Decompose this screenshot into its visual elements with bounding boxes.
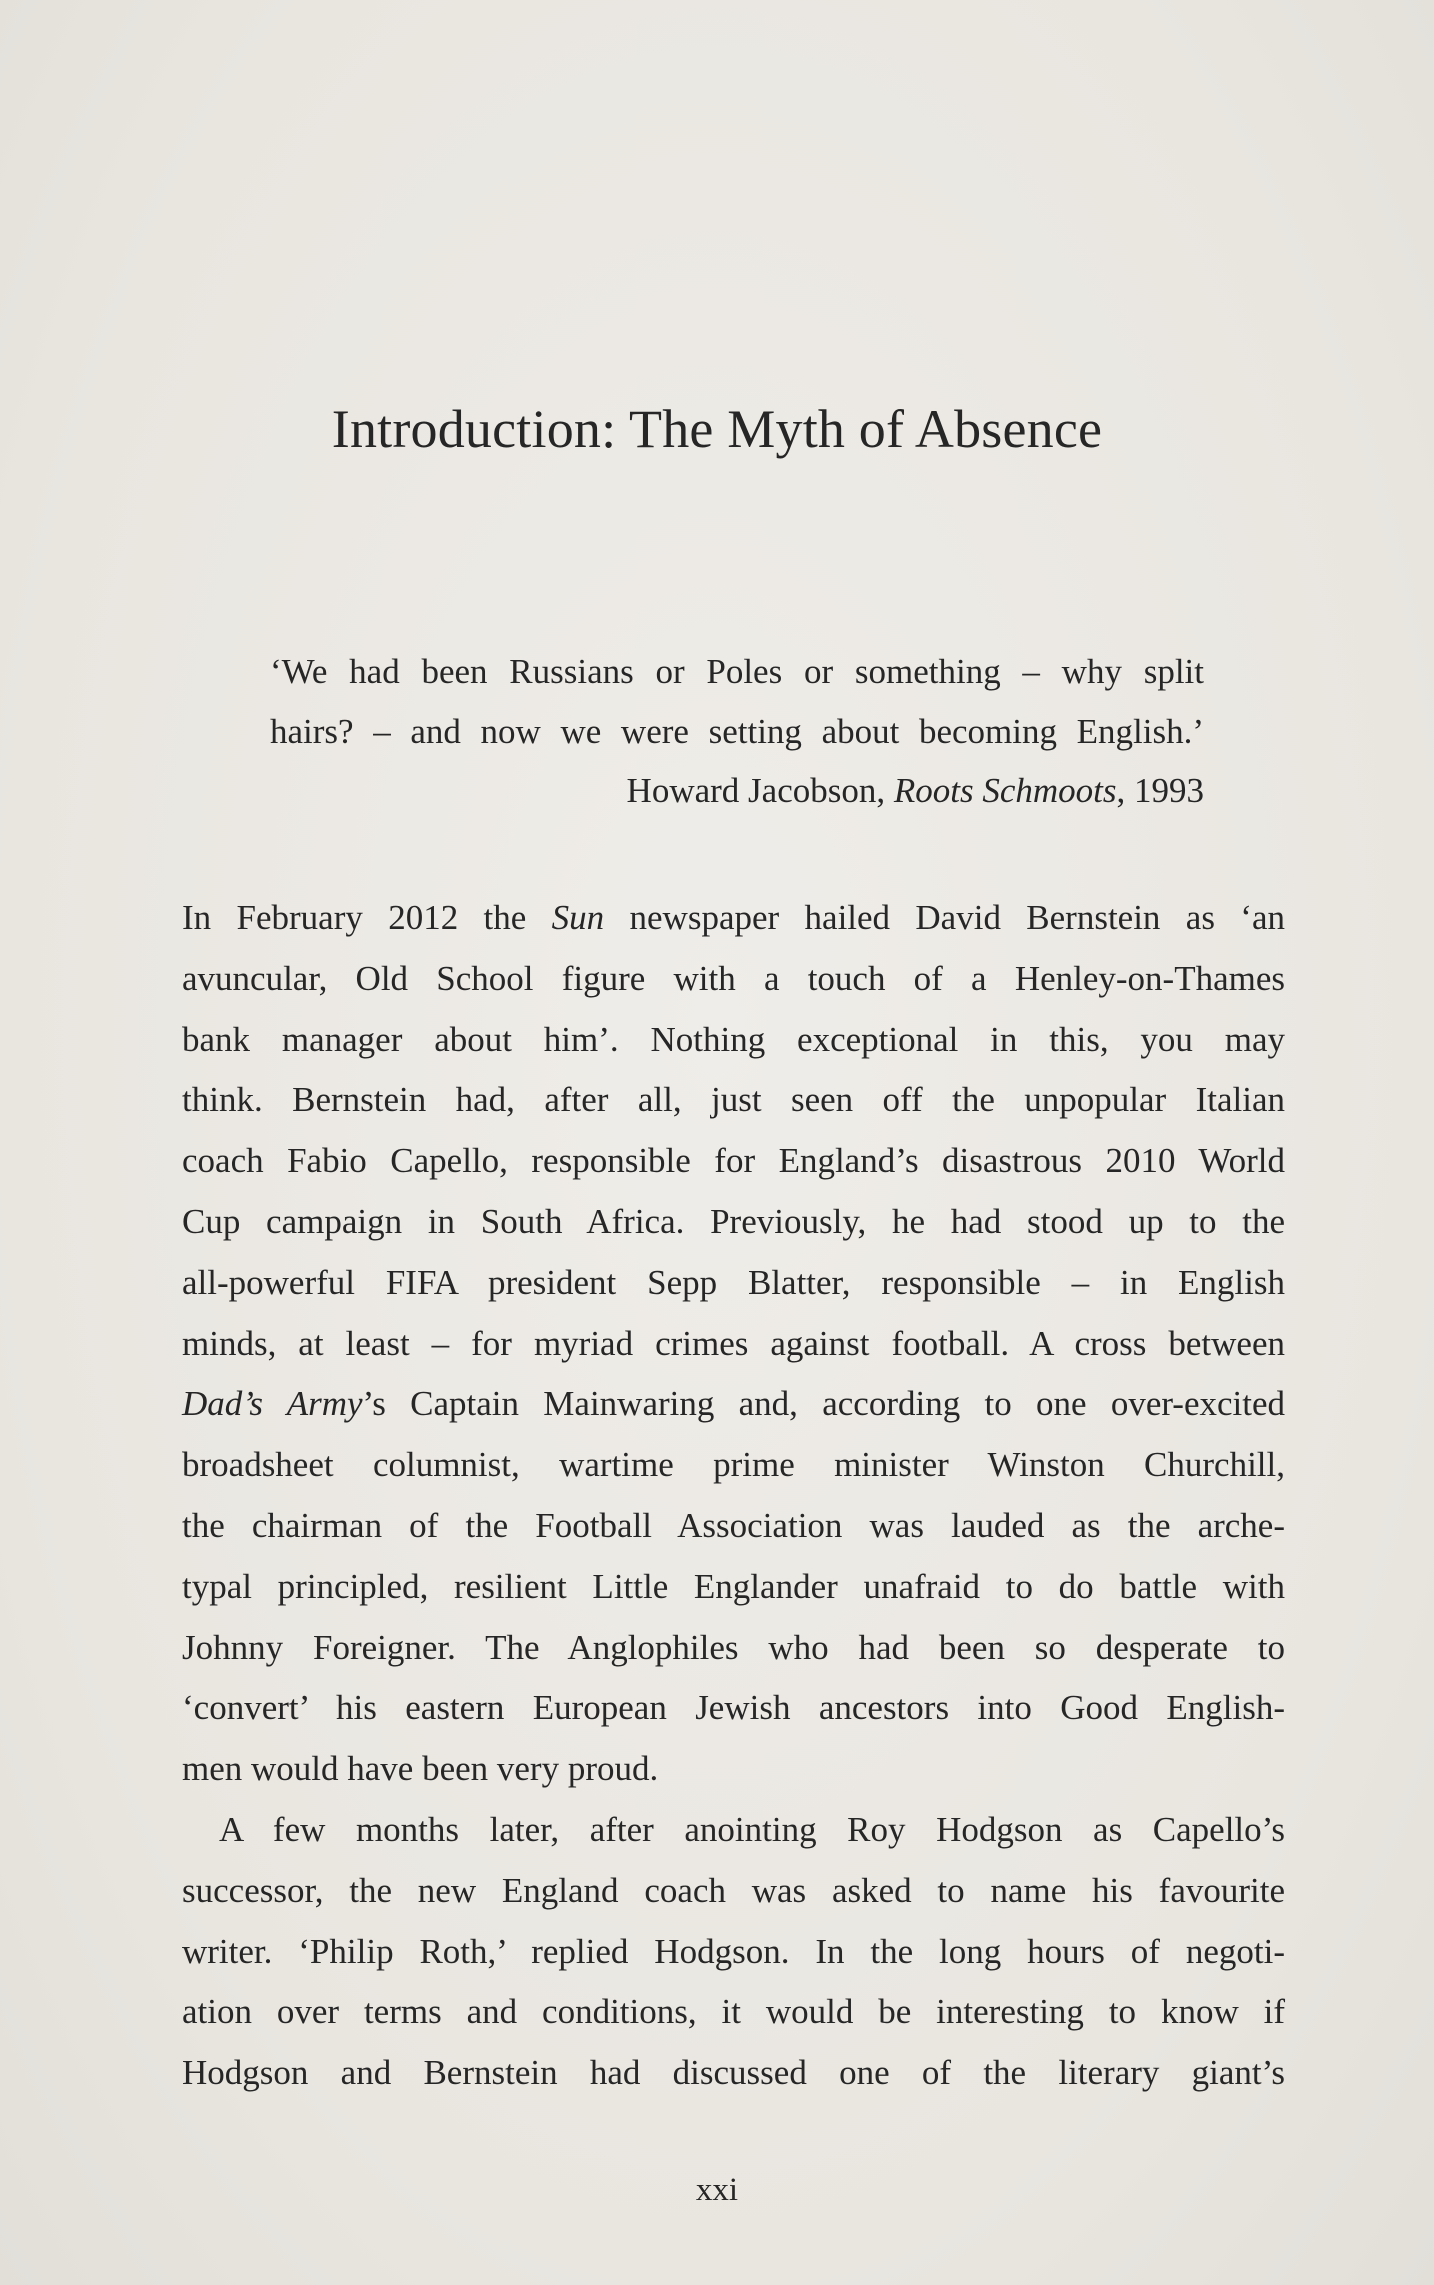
page-number: xxi — [695, 2172, 739, 2208]
text-run: think. Bernstein had, after all, just seen off the unpopular Italian — [182, 1080, 1285, 1120]
text-run: bank manager about him’. Nothing exceptional in this, you may — [182, 1019, 1285, 1059]
epigraph-line — [270, 642, 1204, 702]
text-line — [182, 1982, 1285, 2043]
text-run: successor, the new England coach was asked to name his favourite — [182, 1870, 1285, 1910]
text-run: Cup campaign in South Africa. Previously, he had stood up to the — [182, 1201, 1285, 1241]
text-run: , 1993 — [1116, 771, 1204, 810]
text-run: In February 2012 the — [182, 898, 552, 937]
text-line — [182, 1253, 1285, 1314]
text-line — [182, 1314, 1285, 1375]
epigraph — [270, 642, 1204, 821]
text-line — [182, 1557, 1285, 1618]
text-run: newspaper hailed David Bernstein as ‘an — [604, 898, 1285, 937]
text-line — [182, 949, 1285, 1010]
text-line — [182, 1861, 1285, 1922]
body-text — [182, 888, 1285, 2104]
text-line — [182, 1070, 1285, 1131]
text-run: typal principled, resilient Little Englander unafraid to do battle with — [182, 1566, 1285, 1606]
text-line — [182, 888, 1285, 949]
text-run: coach Fabio Capello, responsible for England’s disastrous 2010 World — [182, 1141, 1285, 1181]
chapter-title: Introduction: The Myth of Absence — [331, 399, 1103, 459]
text-line — [182, 1800, 1285, 1861]
text-run: Johnny Foreigner. The Anglophiles who had been so desperate to — [182, 1627, 1285, 1667]
text-run: writer. ‘Philip Roth,’ replied Hodgson. In the long hours of negoti- — [182, 1931, 1285, 1971]
text-run: ’s Captain Mainwaring and, according to one over-excited — [362, 1384, 1286, 1424]
epigraph-line — [270, 702, 1204, 762]
italic-text: Dad’s Army — [182, 1384, 363, 1424]
epigraph-attribution — [270, 761, 1204, 821]
text-line — [182, 1010, 1285, 1071]
text-line — [182, 1678, 1285, 1739]
text-line — [182, 1739, 1285, 1800]
text-run: A few months later, after anointing Roy Hodgson as Capello’s — [219, 1809, 1285, 1849]
text-run: all-powerful FIFA president Sepp Blatter, responsible – in English — [182, 1262, 1285, 1302]
text-line — [182, 1922, 1285, 1983]
text-run: broadsheet columnist, wartime prime minister Winston Churchill, — [182, 1445, 1285, 1485]
text-line — [182, 1496, 1285, 1557]
text-line — [182, 1374, 1285, 1435]
italic-text: Sun — [551, 898, 605, 937]
paragraph — [182, 888, 1285, 1800]
paragraph — [182, 1800, 1285, 2104]
text-line — [182, 2043, 1285, 2104]
text-run: Howard Jacobson, — [626, 771, 894, 810]
text-run: avuncular, Old School figure with a touch of a Henley-on-Thames — [182, 958, 1285, 998]
text-run: minds, at least – for myriad crimes against football. A cross between — [182, 1323, 1285, 1363]
italic-text: Roots Schmoots — [893, 771, 1117, 810]
text-line — [182, 1131, 1285, 1192]
text-run: ‘We had been Russians or Poles or something – why split — [270, 652, 1204, 691]
text-run: the chairman of the Football Association was lauded as the arche- — [182, 1505, 1285, 1545]
text-run: ation over terms and conditions, it would be interesting to know if — [182, 1992, 1285, 2032]
text-line — [182, 1618, 1285, 1679]
text-line — [182, 1192, 1285, 1253]
text-run: hairs? – and now we were setting about becoming English.’ — [270, 711, 1204, 751]
text-run: men would have been very proud. — [182, 1749, 659, 1789]
text-run: Hodgson and Bernstein had discussed one of the literary giant’s — [182, 2053, 1285, 2093]
text-line — [182, 1435, 1285, 1496]
text-run: ‘convert’ his eastern European Jewish ancestors into Good English- — [182, 1688, 1285, 1728]
